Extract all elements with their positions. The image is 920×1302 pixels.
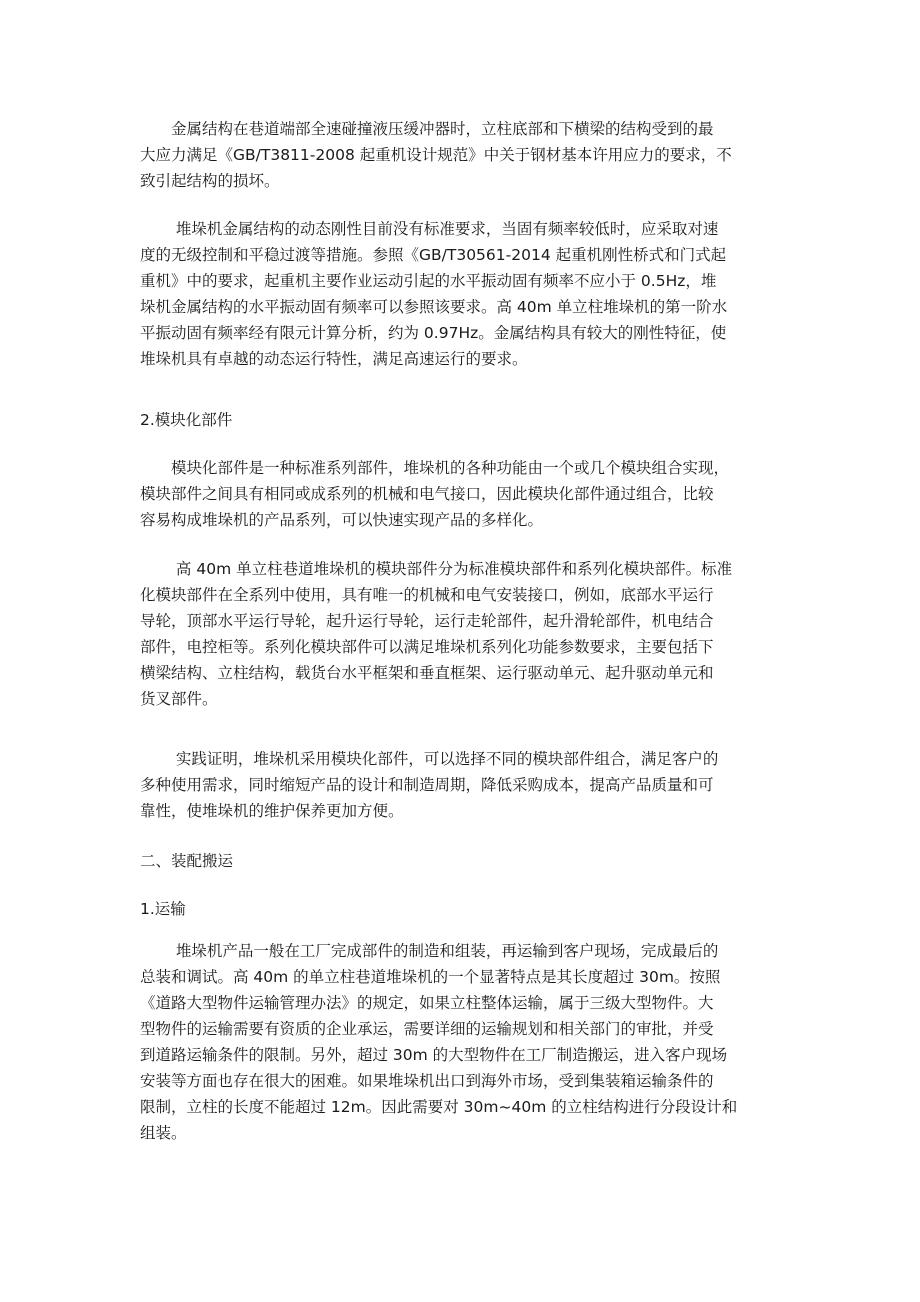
text-line: 致引起结构的损坏。 bbox=[140, 172, 280, 190]
text-line: 堆垛机具有卓越的动态运行特性，满足高速运行的要求。 bbox=[140, 350, 528, 368]
text-line: 模块部件之间具有相同或成系列的机械和电气接口，因此模块化部件通过组合，比较 bbox=[140, 485, 714, 503]
text-line: 《道路大型物件运输管理办法》的规定，如果立柱整体运输，属于三级大型物件。大 bbox=[140, 994, 714, 1012]
heading-assembly-handling bbox=[140, 848, 800, 874]
text-line: 金属结构在巷道端部全速碰撞液压缓冲器时，立柱底部和下横梁的结构受到的最 bbox=[140, 120, 714, 138]
paragraph-collision-stress bbox=[140, 116, 800, 194]
section-heading: 二、装配搬运 bbox=[140, 852, 234, 870]
text-line: 堆垛机产品一般在工厂完成部件的制造和组装，再运输到客户现场，完成最后的 bbox=[140, 942, 719, 960]
text-line: 横梁结构、立柱结构，载货台水平框架和垂直框架、运行驱动单元、起升驱动单元和 bbox=[140, 664, 714, 682]
text-line: 靠性，使堆垛机的维护保养更加方便。 bbox=[140, 802, 404, 820]
paragraph-practice-proof bbox=[140, 746, 800, 824]
text-line: 货叉部件。 bbox=[140, 690, 218, 708]
text-line: 型物件的运输需要有资质的企业承运，需要详细的运输规划和相关部门的审批，并受 bbox=[140, 1020, 714, 1038]
text-line: 垛机金属结构的水平振动固有频率可以参照该要求。高 40m 单立柱堆垛机的第一阶水 bbox=[140, 298, 728, 316]
text-line: 化模块部件在全系列中使用，具有唯一的机械和电气安装接口，例如，底部水平运行 bbox=[140, 586, 714, 604]
text-line: 模块化部件是一种标准系列部件，堆垛机的各种功能由一个或几个模块组合实现， bbox=[140, 459, 730, 477]
text-line: 总装和调试。高 40m 的单立柱巷道堆垛机的一个显著特点是其长度超过 30m。按照 bbox=[140, 968, 721, 986]
text-line: 组装。 bbox=[140, 1124, 187, 1142]
text-line: 安装等方面也存在很大的困难。如果堆垛机出口到海外市场，受到集装箱运输条件的 bbox=[140, 1072, 714, 1090]
text-line: 度的无级控制和平稳过渡等措施。参照《GB/T30561-2014 起重机刚性桥式和门式起 bbox=[140, 246, 727, 264]
text-line: 高 40m 单立柱巷道堆垛机的模块部件分为标准模块部件和系列化模块部件。标准 bbox=[140, 560, 733, 578]
text-line: 实践证明，堆垛机采用模块化部件，可以选择不同的模块部件组合，满足客户的 bbox=[140, 750, 719, 768]
paragraph-modular-definition bbox=[140, 455, 800, 533]
heading-modular-parts bbox=[140, 407, 800, 433]
text-line: 重机》中的要求，起重机主要作业运动引起的水平振动固有频率不应小于 0.5Hz，堆 bbox=[140, 272, 717, 290]
text-line: 部件，电控柜等。系列化模块部件可以满足堆垛机系列化功能参数要求，主要包括下 bbox=[140, 638, 714, 656]
paragraph-dynamic-stiffness bbox=[140, 216, 800, 372]
text-line: 多种使用需求，同时缩短产品的设计和制造周期，降低采购成本，提高产品质量和可 bbox=[140, 776, 714, 794]
heading-transport bbox=[140, 896, 800, 922]
section-heading: 2.模块化部件 bbox=[140, 411, 233, 429]
paragraph-module-types bbox=[140, 556, 800, 712]
text-line: 平振动固有频率经有限元计算分析，约为 0.97Hz。金属结构具有较大的刚性特征，使 bbox=[140, 324, 727, 342]
paragraph-transport bbox=[140, 938, 800, 1146]
text-line: 到道路运输条件的限制。另外，超过 30m 的大型物件在工厂制造搬运，进入客户现场 bbox=[140, 1046, 728, 1064]
text-line: 容易构成堆垛机的产品系列，可以快速实现产品的多样化。 bbox=[140, 511, 544, 529]
text-line: 限制，立柱的长度不能超过 12m。因此需要对 30m~40m 的立柱结构进行分段设计和 bbox=[140, 1098, 738, 1116]
text-line: 导轮，顶部水平运行导轮，起升运行导轮，运行走轮部件，起升滑轮部件，机电结合 bbox=[140, 612, 714, 630]
section-heading: 1.运输 bbox=[140, 900, 186, 918]
text-line: 大应力满足《GB/T3811-2008 起重机设计规范》中关于钢材基本许用应力的要求，不 bbox=[140, 146, 732, 164]
text-line: 堆垛机金属结构的动态刚性目前没有标准要求，当固有频率较低时，应采取对速 bbox=[140, 220, 719, 238]
